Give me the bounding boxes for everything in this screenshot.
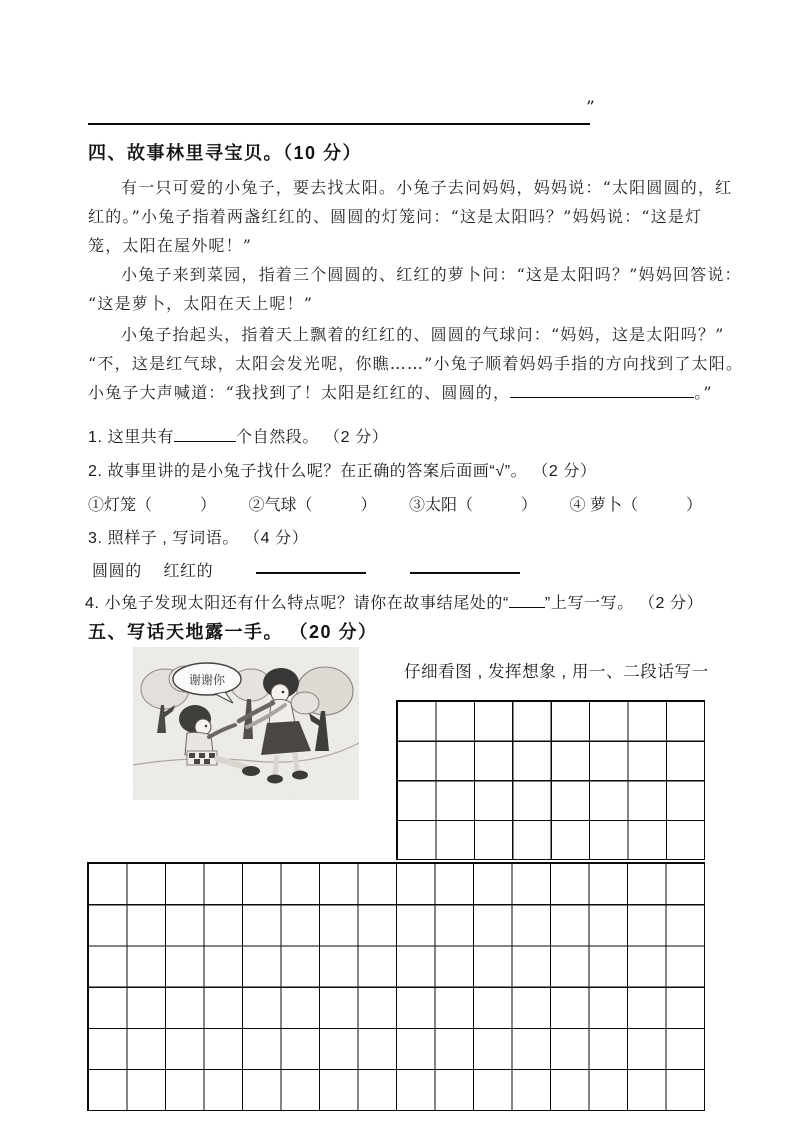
answer-underline-top [88,123,590,125]
speech-bubble-text: 谢谢你 [188,673,226,687]
option-radish: ④ 萝卜（ ） [569,497,702,514]
section5-heading: 五、写话天地露一手。 （20 分） [88,622,378,642]
question-4-text: 4. 小兔子发现太阳还有什么特点呢？请你在故事结尾处的“ [85,595,509,612]
story-line: “这是萝卜，太阳在天上呢！” [88,294,314,313]
question-2: 2. 故事里讲的是小兔子找什么呢？在正确的答案后面画“√”。 （2 分） [88,463,597,480]
story-fill-in-blank [510,383,694,398]
question-1-text: 1. 这里共有 [88,429,174,446]
writing-instruction: 仔细看图 , 发挥想象 , 用一、二段话写一 [404,663,709,681]
story-line: 笼，太阳在屋外呢！” [88,236,253,255]
question-3-blank-2 [410,558,520,574]
story-line: 有一只可爱的小兔子，要去找太阳。小兔子去问妈妈，妈妈说：“太阳圆圆的，红 [121,178,733,197]
option-sun: ③太阳（ ） [409,497,538,514]
question-4 [85,590,703,613]
story-illustration [133,647,359,800]
story-last-line-end: 。” [694,383,713,402]
story-line: 小兔子抬起头，指着天上飘着的红红的、圆圆的气球问：“妈妈，这是太阳吗？” [121,325,725,344]
writing-grid-lower [87,862,705,1111]
question-2-options [88,492,702,515]
question-1 [88,424,388,447]
question-3: 3. 照样子 , 写词语。 （4 分） [88,530,309,547]
question-1-text-end: 个自然段。 （2 分） [236,429,389,446]
question-3-blank-1 [256,558,366,574]
question-3-examples: 圆圆的 红红的 [92,563,214,580]
story-line: 红的。”小兔子指着两盏红红的、圆圆的灯笼问：“这是太阳吗？”妈妈说：“这是灯 [88,207,703,226]
question-1-blank [174,427,236,442]
option-lantern: ①灯笼（ ） [88,497,217,514]
closing-quote-mark: ” [586,98,595,118]
story-line: 小兔子来到菜园，指着三个圆圆的、红红的萝卜问：“这是太阳吗？”妈妈回答说： [121,265,742,284]
option-balloon: ②气球（ ） [248,497,377,514]
question-4-text-end: ”上写一写。 （2 分） [544,595,704,612]
writing-grid-upper [396,700,705,860]
story-last-line-text: 小兔子大声喊道：“我找到了！太阳是红红的、圆圆的， [88,383,511,402]
section4-heading: 四、故事林里寻宝贝。（10 分） [88,143,363,163]
story-line-with-blank [88,380,713,403]
story-line: “不，这是红气球，太阳会发光呢，你瞧……”小兔子顺着妈妈手指的方向找到了太阳。 [88,354,744,373]
question-4-blank [509,593,545,608]
